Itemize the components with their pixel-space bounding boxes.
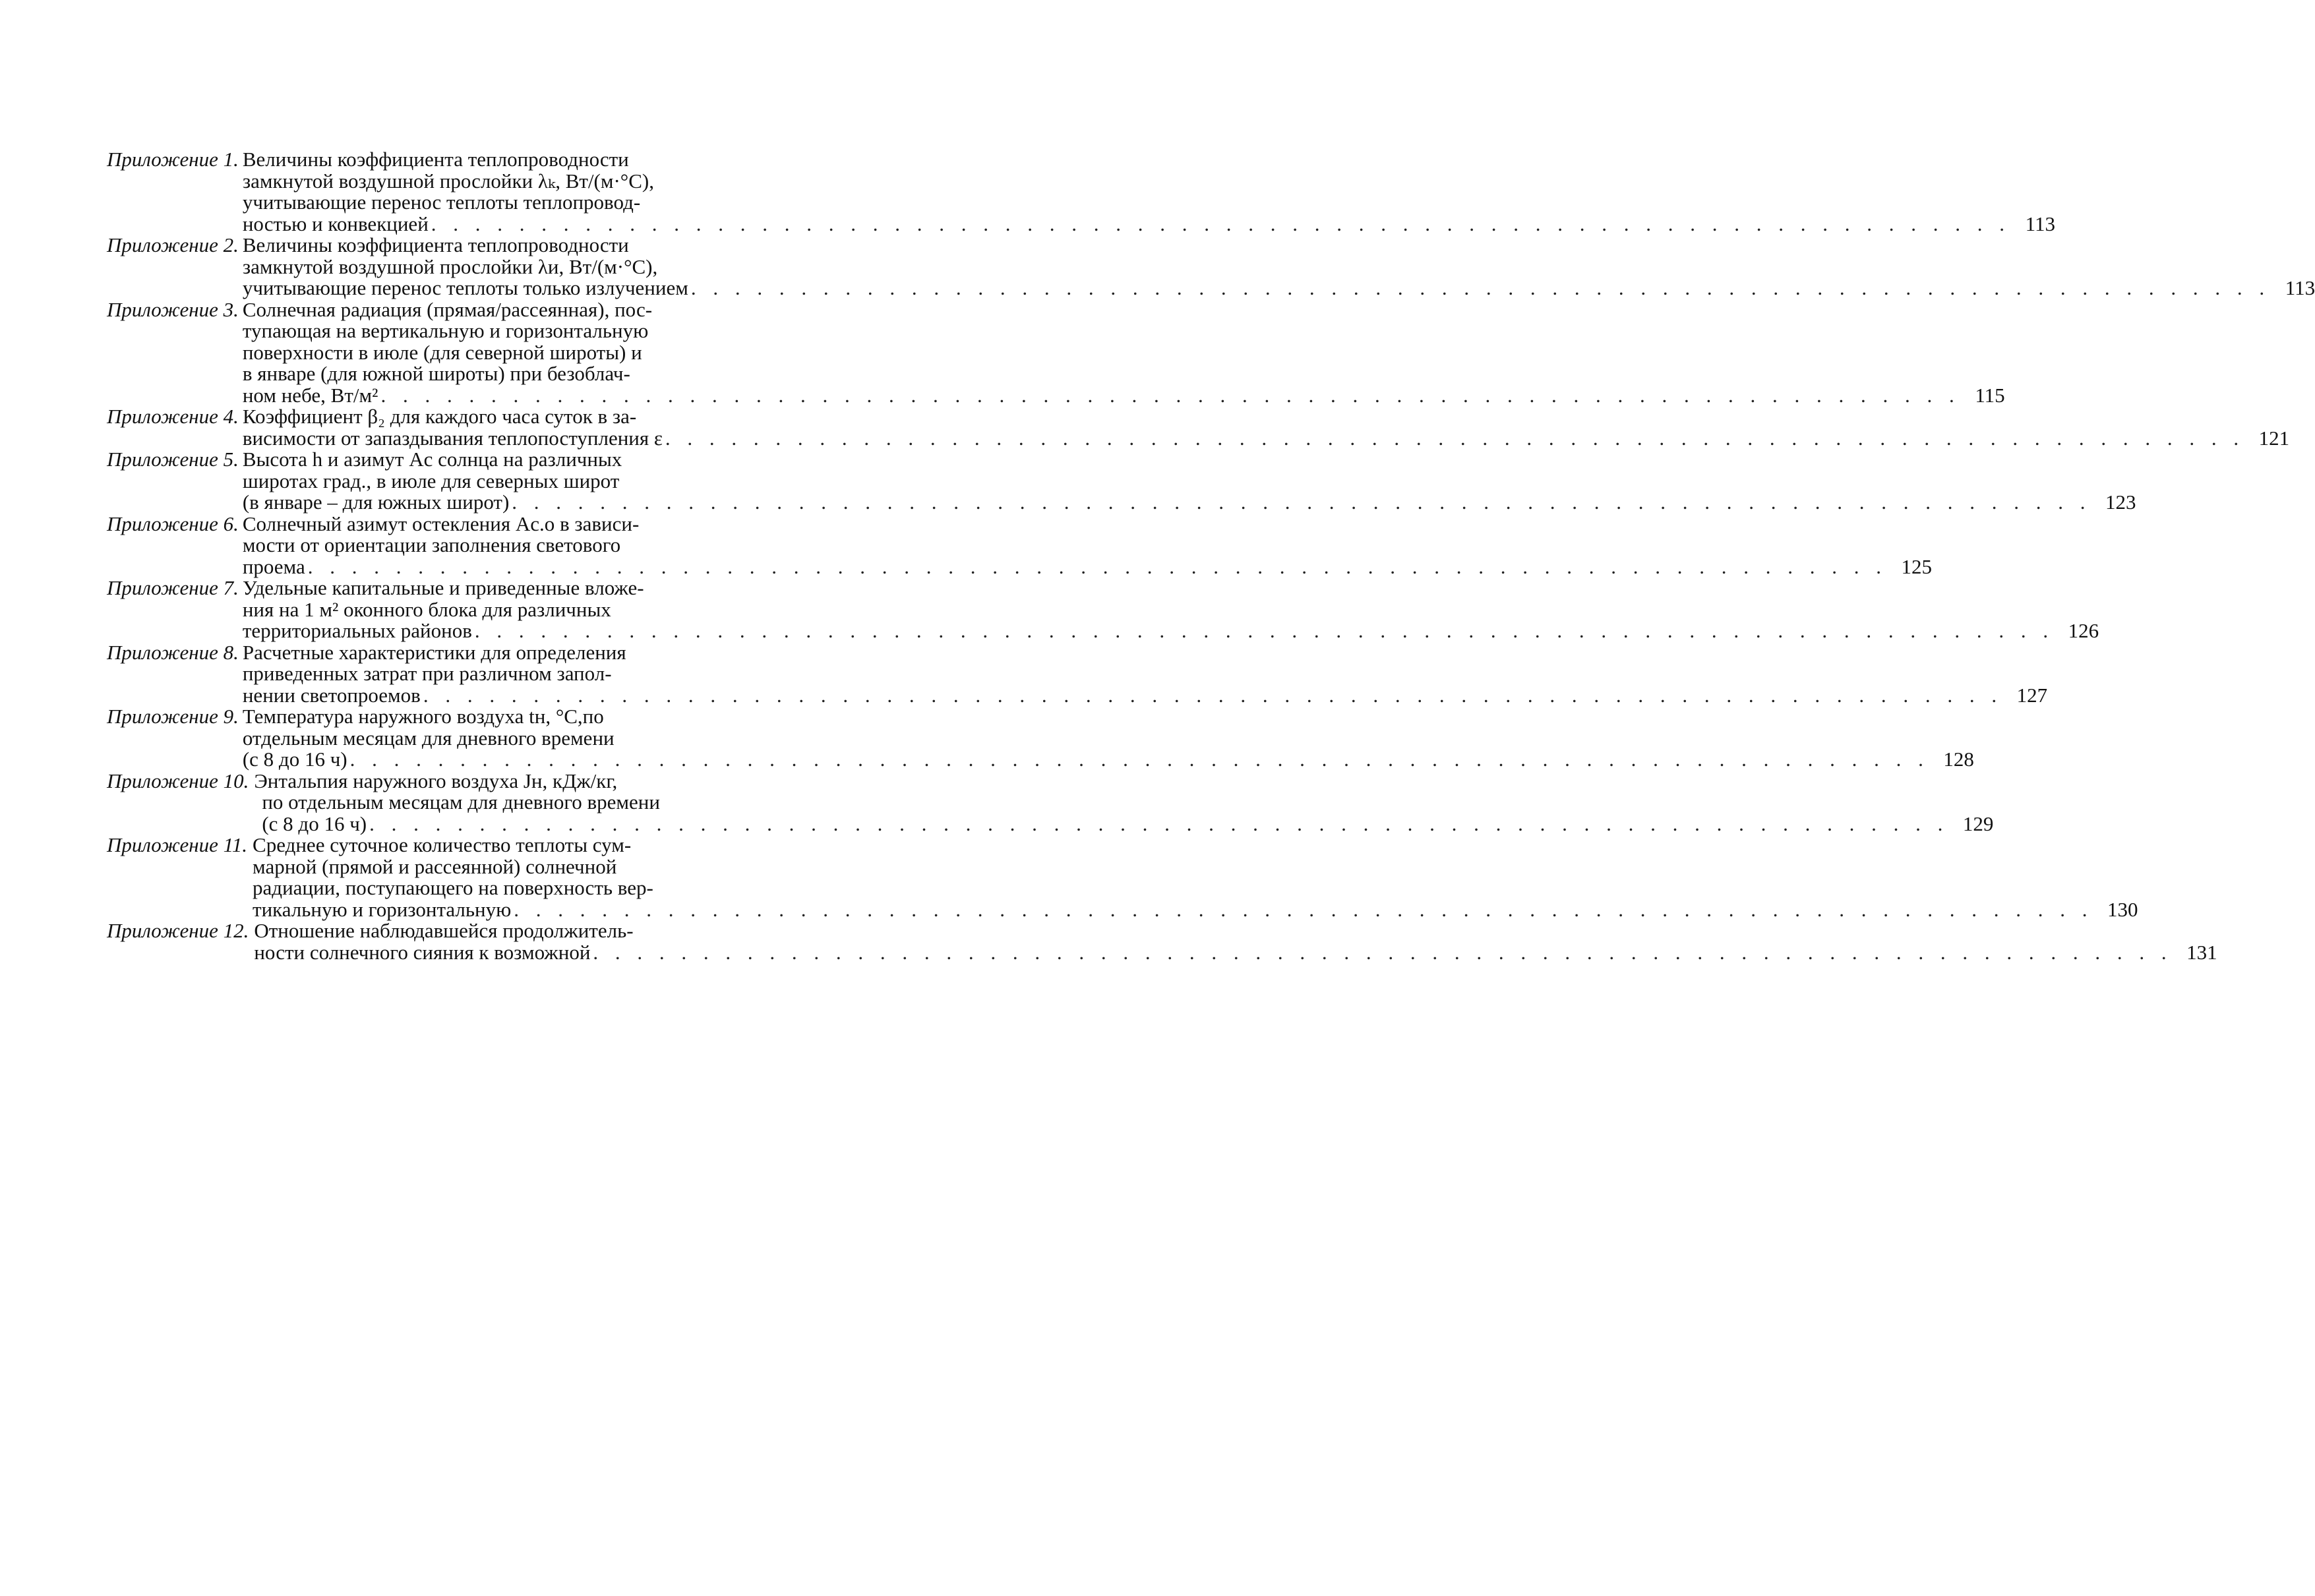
dot-leader: [378, 385, 1965, 407]
entry-title: [243, 299, 2005, 407]
entry-last-line: [243, 278, 2315, 299]
dot-leader: [663, 428, 2250, 450]
entry-title-line: приведенных затрат при различном запол-: [242, 662, 612, 685]
entry-last-line: [243, 556, 1932, 578]
toc-entry-appendix-4[interactable]: [107, 405, 2290, 450]
toc-entry-appendix-2[interactable]: [107, 233, 2315, 299]
entry-title-line: марной (прямой и рассеянной) солнечной: [253, 854, 617, 878]
entry-title-line: Величины коэффициента теплопроводности: [242, 148, 629, 171]
entry-title-line: Расчетные характеристики для определения: [242, 640, 626, 664]
entry-title-line: (в январе – для южных широт): [242, 490, 510, 514]
dot-leader: [347, 749, 1935, 771]
entry-title-line: Солнечная радиация (прямая/рассеянная), пос-: [242, 297, 653, 321]
toc-entry-appendix-12[interactable]: [107, 919, 2217, 964]
entry-title-line: мости от ориентации заполнения светового: [242, 533, 621, 556]
toc-entry-appendix-1[interactable]: [107, 148, 2056, 235]
entry-title: [254, 771, 1993, 835]
entry-title-line: в январе (для южной широты) при безоблач-: [242, 362, 630, 385]
entry-last-line: [243, 428, 2289, 450]
appendix-label: Приложение 11.: [107, 833, 248, 856]
entry-title-line: нении светопроемов: [242, 683, 421, 707]
entry-last-line: [254, 813, 1993, 835]
entry-last-line: [243, 685, 2047, 707]
entry-title-line: Коэффициент β₂ для каждого часа суток в за-: [242, 405, 637, 428]
entry-title: [243, 406, 2289, 449]
entry-title: [243, 577, 2099, 642]
entry-title-line: тупающая на вертикальную и горизонтальную: [242, 319, 649, 342]
appendix-label: Приложение 4.: [107, 405, 239, 428]
entry-title: [243, 514, 1932, 578]
entry-title-line: Отношение наблюдавшейся продолжитель-: [254, 919, 634, 942]
entry-title: [243, 235, 2315, 299]
page-number: 113: [2285, 276, 2315, 299]
entry-title-line: широтах град., в июле для северных широт: [242, 469, 620, 492]
entry-title-line: (с 8 до 16 ч): [242, 748, 347, 771]
toc-entry-appendix-3[interactable]: [107, 297, 2005, 407]
appendix-label: Приложение 2.: [107, 233, 239, 256]
entry-title-line: ности солнечного сияния к возможной: [254, 940, 591, 964]
dot-leader: [590, 942, 2177, 964]
dot-leader: [367, 813, 1954, 835]
entry-title-line: учитывающие перенос теплоты теплопровод-: [242, 191, 641, 214]
page-number: 128: [1943, 748, 1974, 771]
page-number: 125: [1901, 554, 1932, 578]
appendix-label: Приложение 7.: [107, 576, 239, 599]
entry-title-line: ния на 1 м² оконного блока для различных: [242, 597, 611, 621]
entry-title-line: радиации, поступающего на поверхность вер-: [253, 876, 653, 899]
toc-entry-appendix-8[interactable]: [107, 640, 2048, 707]
appendix-label: Приложение 6.: [107, 512, 239, 535]
entry-last-line: [243, 492, 2136, 514]
dot-leader: [472, 620, 2059, 642]
entry-title-line: замкнутой воздушной прослойки λₖ, Вт/(м·°С),: [242, 169, 654, 192]
entry-title-line: отдельным месяцам для дневного времени: [242, 726, 615, 750]
entry-title-line: тикальную и горизонтальную: [253, 897, 512, 921]
entry-title: [243, 149, 2055, 235]
dot-leader: [421, 685, 2008, 707]
appendix-label: Приложение 1.: [107, 148, 239, 171]
entry-title-line: территориальных районов: [242, 619, 472, 642]
entry-last-line: [253, 899, 2138, 921]
entry-title-line: (с 8 до 16 ч): [262, 812, 367, 835]
page-number: 121: [2258, 426, 2290, 450]
entry-title-line: поверхности в июле (для северной широты) и: [242, 340, 642, 364]
page-number: 127: [2016, 683, 2048, 707]
entry-title: [253, 835, 2138, 920]
entry-title-line: учитывающие перенос теплоты только излучением: [242, 276, 688, 299]
page-number: 113: [2025, 212, 2056, 235]
entry-title-line: по отдельным месяцам для дневного времени: [262, 790, 660, 813]
toc-entry-appendix-11[interactable]: [107, 833, 2138, 921]
entry-title-line: Высота h и азимут Aс солнца на различных: [242, 448, 622, 471]
toc-entry-appendix-6[interactable]: [107, 512, 1932, 578]
toc-entry-appendix-7[interactable]: [107, 576, 2099, 642]
page-number: 123: [2105, 490, 2136, 514]
entry-last-line: [243, 620, 2099, 642]
entry-last-line: [243, 385, 2005, 407]
entry-title-line: ностью и конвекцией: [242, 212, 429, 235]
entry-title-line: висимости от запаздывания теплопоступления ε: [242, 426, 663, 450]
dot-leader: [511, 899, 2098, 921]
entry-title-line: Температура наружного воздуха tн, °С,по: [242, 705, 604, 728]
entry-last-line: [254, 942, 2217, 964]
dot-leader: [429, 214, 2016, 235]
page-number: 130: [2107, 897, 2138, 921]
toc-entry-appendix-9[interactable]: [107, 705, 1974, 771]
toc-entry-appendix-10[interactable]: [107, 769, 1994, 835]
appendix-label: Приложение 9.: [107, 705, 239, 728]
dot-leader: [688, 278, 2275, 299]
appendix-label: Приложение 3.: [107, 297, 239, 321]
entry-last-line: [243, 214, 2055, 235]
entry-title-line: Солнечный азимут остекления Aс.о в зависи-: [242, 512, 640, 535]
dot-leader: [509, 492, 2096, 514]
entry-title: [243, 706, 1974, 771]
page-number: 131: [2186, 940, 2217, 964]
entry-last-line: [243, 749, 1974, 771]
entry-title: [254, 920, 2217, 963]
toc-entry-appendix-5[interactable]: [107, 448, 2136, 514]
entry-title-line: Энтальпия наружного воздуха Jн, кДж/кг,: [254, 769, 618, 792]
page-number: 115: [1975, 383, 2005, 407]
entry-title-line: Величины коэффициента теплопроводности: [242, 233, 629, 256]
dot-leader: [305, 556, 1892, 578]
page-number: 129: [1962, 812, 1994, 835]
appendix-label: Приложение 10.: [107, 769, 249, 792]
entry-title-line: Среднее суточное количество теплоты сум-: [253, 833, 632, 856]
appendix-label: Приложение 5.: [107, 448, 239, 471]
appendix-label: Приложение 12.: [107, 919, 249, 942]
page-number: 126: [2068, 619, 2099, 642]
entry-title: [243, 642, 2047, 707]
entry-title-line: замкнутой воздушной прослойки λи, Вт/(м·°С),: [242, 254, 658, 278]
entry-title: [243, 449, 2136, 514]
appendix-label: Приложение 8.: [107, 640, 239, 664]
entry-title-line: ном небе, Вт/м²: [242, 383, 378, 407]
entry-title-line: проема: [242, 554, 305, 578]
table-of-contents: [107, 148, 2315, 964]
entry-title-line: Удельные капитальные и приведенные вложе-: [242, 576, 644, 599]
